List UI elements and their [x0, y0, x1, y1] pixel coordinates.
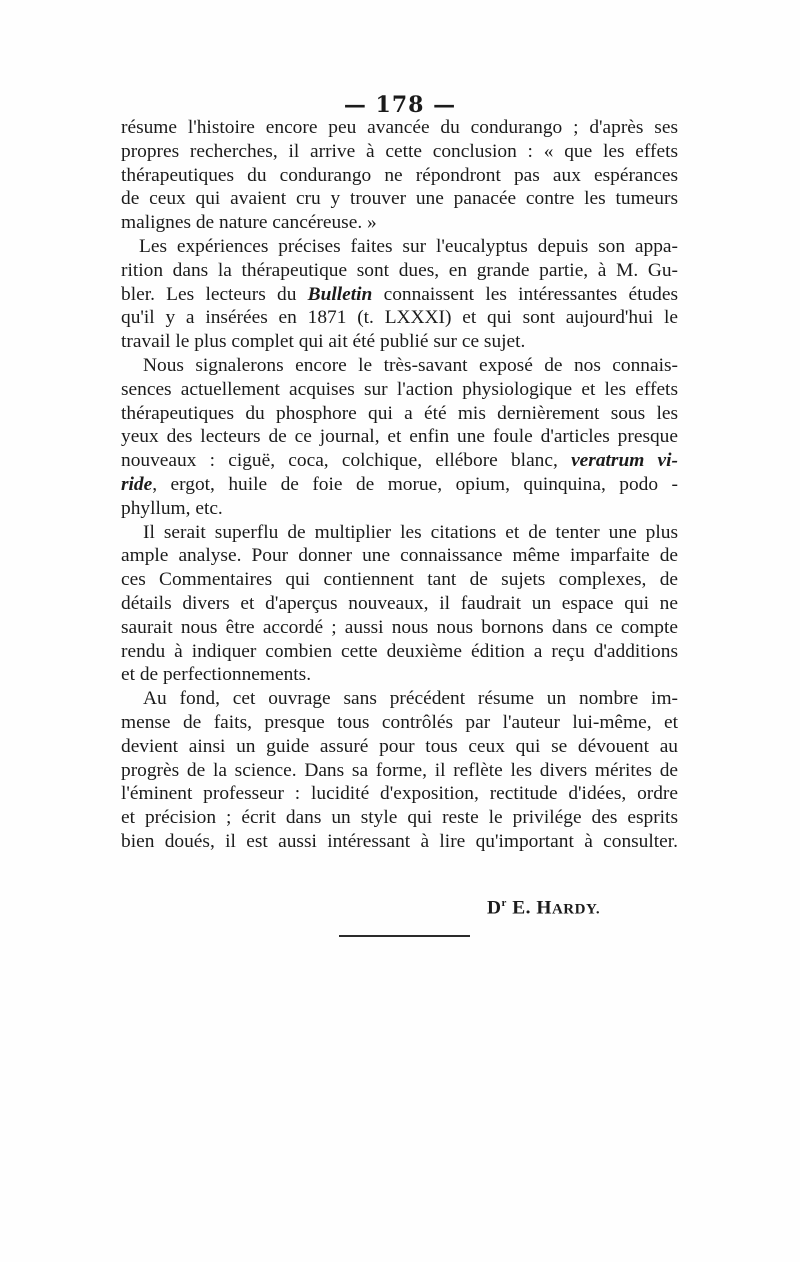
- closing-rule: [339, 935, 470, 937]
- text-line: de ceux qui avaient cru y trouver une panacée contre les tumeurs: [121, 188, 678, 210]
- text-segment: , ergot, huile de foie de morue, opium, quinquina, podo -: [152, 473, 678, 495]
- body-text: [121, 116, 678, 854]
- text-segment: bler. Les lecteurs du: [121, 283, 308, 305]
- text-line: Nous signalerons encore le très-savant exposé de nos connais-: [143, 354, 678, 376]
- text-line: saurait nous être accordé ; aussi nous nous bornons dans ce compte: [121, 616, 678, 638]
- text-segment: connaissent les intéressantes études: [372, 283, 678, 305]
- text-line: l'éminent professeur : lucidité d'exposition, rectitude d'idées, ordre: [121, 783, 678, 805]
- text-line: devient ainsi un guide assuré pour tous ceux qui se dévouent au: [121, 735, 678, 757]
- signature-initial: E. H: [506, 897, 552, 919]
- text-line: ces Commentaires qui contiennent tant de sujets complexes, de: [121, 569, 678, 591]
- text-line-bulletin: [121, 283, 678, 307]
- text-line: résume l'histoire encore peu avancée du condurango ; d'après ses: [121, 117, 678, 138]
- text-line: phyllum, etc.: [121, 497, 223, 519]
- text-line: sences actuellement acquises sur l'action physiologique et les effets: [121, 378, 678, 400]
- text-line: thérapeutiques du phosphore qui a été mis dernièrement sous les: [121, 402, 678, 424]
- text-line-veratrum: [121, 449, 678, 473]
- text-line: rendu à indiquer combien cette deuxième édition a reçu d'additions: [121, 640, 678, 662]
- text-line: malignes de nature cancéreuse. »: [121, 212, 377, 234]
- text-line: détails divers et d'aperçus nouveaux, il faudrait un espace qui ne: [121, 592, 678, 614]
- text-line: qu'il y a insérées en 1871 (t. LXXXI) et qui sont aujourd'hui le: [121, 307, 678, 329]
- text-line: bien doués, il est aussi intéressant à lire qu'important à consulter.: [121, 830, 678, 852]
- page-number: — 178 —: [343, 92, 457, 118]
- text-line: et précision ; écrit dans un style qui reste le privilége des esprits: [121, 807, 678, 829]
- text-line: travail le plus complet qui ait été publié sur ce sujet.: [121, 331, 526, 353]
- signature-prefix: D: [487, 897, 502, 919]
- text-line: Au fond, cet ouvrage sans précédent résume un nombre im-: [143, 688, 678, 710]
- text-line-ride: [121, 473, 678, 497]
- text-line: Il serait superflu de multiplier les citations et de tenter une plus: [143, 521, 678, 543]
- text-line: propres recherches, il arrive à cette conclusion : « que les effets: [121, 140, 678, 162]
- text-line: et de perfectionnements.: [121, 664, 312, 686]
- text-line: progrès de la science. Dans sa forme, il reflète les divers mérites de: [121, 759, 678, 781]
- journal-title: Bulletin: [307, 283, 373, 305]
- text-line: ample analyse. Pour donner une connaissance même imparfaite de: [121, 545, 678, 567]
- text-line: thérapeutiques du condurango ne répondront pas aux espérances: [121, 164, 678, 186]
- latin-term: veratrum vi-: [571, 450, 678, 472]
- signature-name: ARDY.: [551, 901, 601, 918]
- signature-superscript: r: [501, 897, 507, 909]
- text-segment: nouveaux : ciguë, coca, colchique, ellébore blanc,: [121, 450, 572, 472]
- latin-term: ride: [121, 473, 153, 495]
- text-line: mense de faits, presque tous contrôlés par l'auteur lui-même, et: [121, 711, 678, 733]
- text-line: Les expériences précises faites sur l'eucalyptus depuis son appa-: [139, 235, 678, 257]
- author-signature: [487, 897, 600, 919]
- text-line: yeux des lecteurs de ce journal, et enfin une foule d'articles presque: [121, 426, 678, 448]
- text-line: rition dans la thérapeutique sont dues, en grande partie, à M. Gu-: [121, 259, 678, 281]
